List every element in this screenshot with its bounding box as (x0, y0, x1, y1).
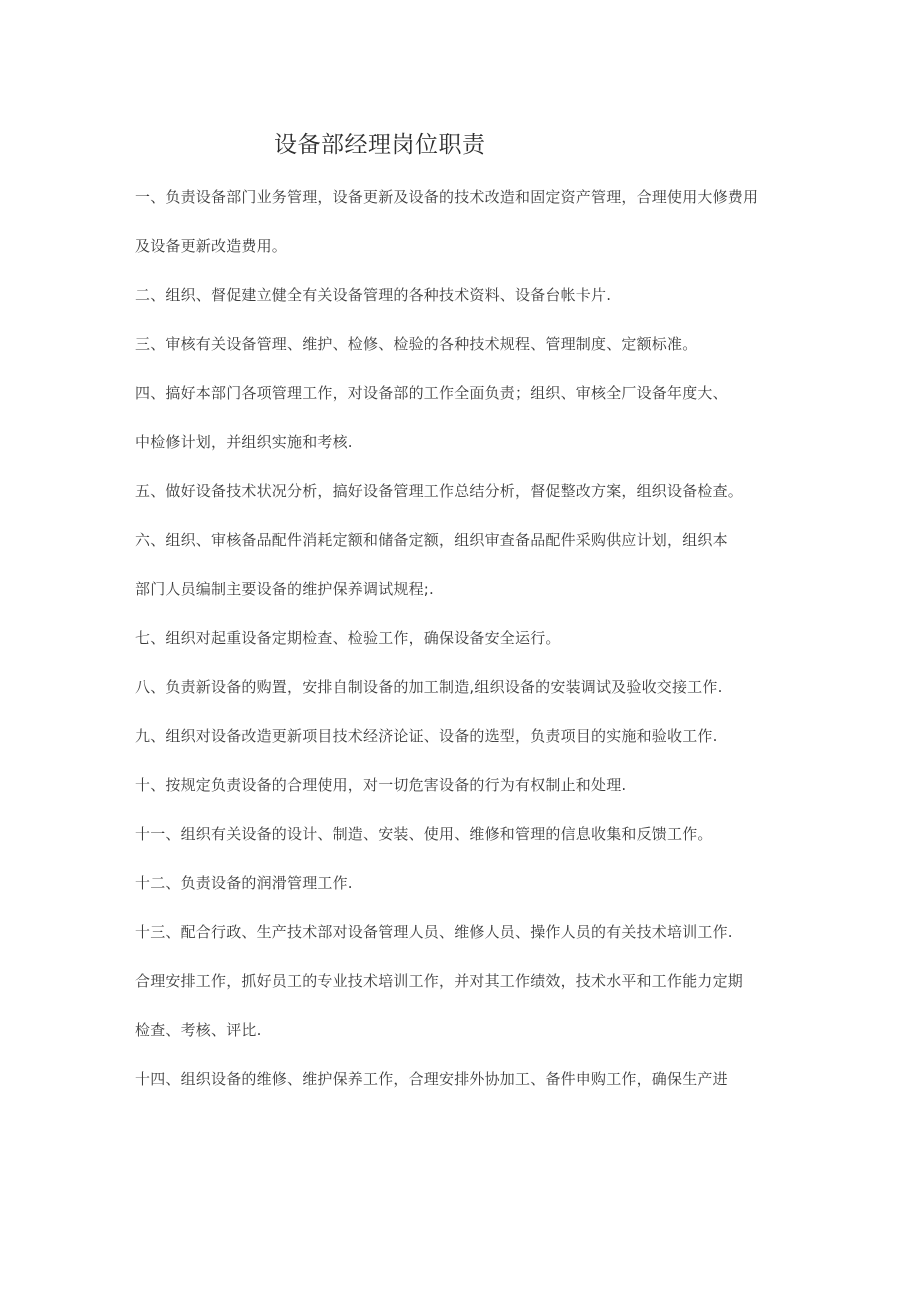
document-body (135, 181, 785, 1112)
text-line: 二、组织、督促建立健全有关设备管理的各种技术资料、设备台帐卡片. (135, 286, 612, 304)
text-line: 十三、配合行政、生产技术部对设备管理人员、维修人员、操作人员的有关技术培训工作. (135, 923, 733, 941)
text-line: 一、负责设备部门业务管理，设备更新及设备的技术改造和固定资产管理，合理使用大修费用 (135, 188, 759, 206)
text-line: 十二、负责设备的润滑管理工作. (135, 874, 353, 892)
text-line: 五、做好设备技术状况分析，搞好设备管理工作总结分析，督促整改方案，组织设备检查。 (135, 482, 744, 500)
text-line: 合理安排工作，抓好员工的专业技术培训工作，并对其工作绩效，技术水平和工作能力定期 (135, 972, 744, 990)
text-line: 中检修计划，并组织实施和考核. (135, 433, 353, 451)
text-line: 十四、组织设备的维修、维护保养工作，合理安排外协加工、备件申购工作，确保生产进 (135, 1070, 728, 1088)
text-line: 九、组织对设备改造更新项目技术经济论证、设备的选型，负责项目的实施和验收工作. (135, 727, 718, 745)
text-line: 及设备更新改造费用。 (135, 237, 288, 255)
text-line: 部门人员编制主要设备的维护保养调试规程;. (135, 580, 435, 598)
text-line: 八、负责新设备的购置，安排自制设备的加工制造,组织设备的安装调试及验收交接工作. (135, 678, 723, 696)
text-line: 十、按规定负责设备的合理使用，对一切危害设备的行为有权制止和处理. (135, 776, 627, 794)
text-line: 七、组织对起重设备定期检查、检验工作，确保设备安全运行。 (135, 629, 561, 647)
text-line: 十一、组织有关设备的设计、制造、安装、使用、维修和管理的信息收集和反馈工作。 (135, 825, 713, 843)
text-line: 四、搞好本部门各项管理工作，对设备部的工作全面负责；组织、审核全厂设备年度大、 (135, 384, 728, 402)
text-line: 三、审核有关设备管理、维护、检修、检验的各种技术规程、管理制度、定额标准。 (135, 335, 698, 353)
text-line: 六、组织、审核备品配件消耗定额和储备定额，组织审查备品配件采购供应计划，组织本 (135, 531, 728, 549)
text-line: 检查、考核、评比. (135, 1021, 262, 1039)
document-title: 设备部经理岗位职责 (274, 132, 486, 158)
